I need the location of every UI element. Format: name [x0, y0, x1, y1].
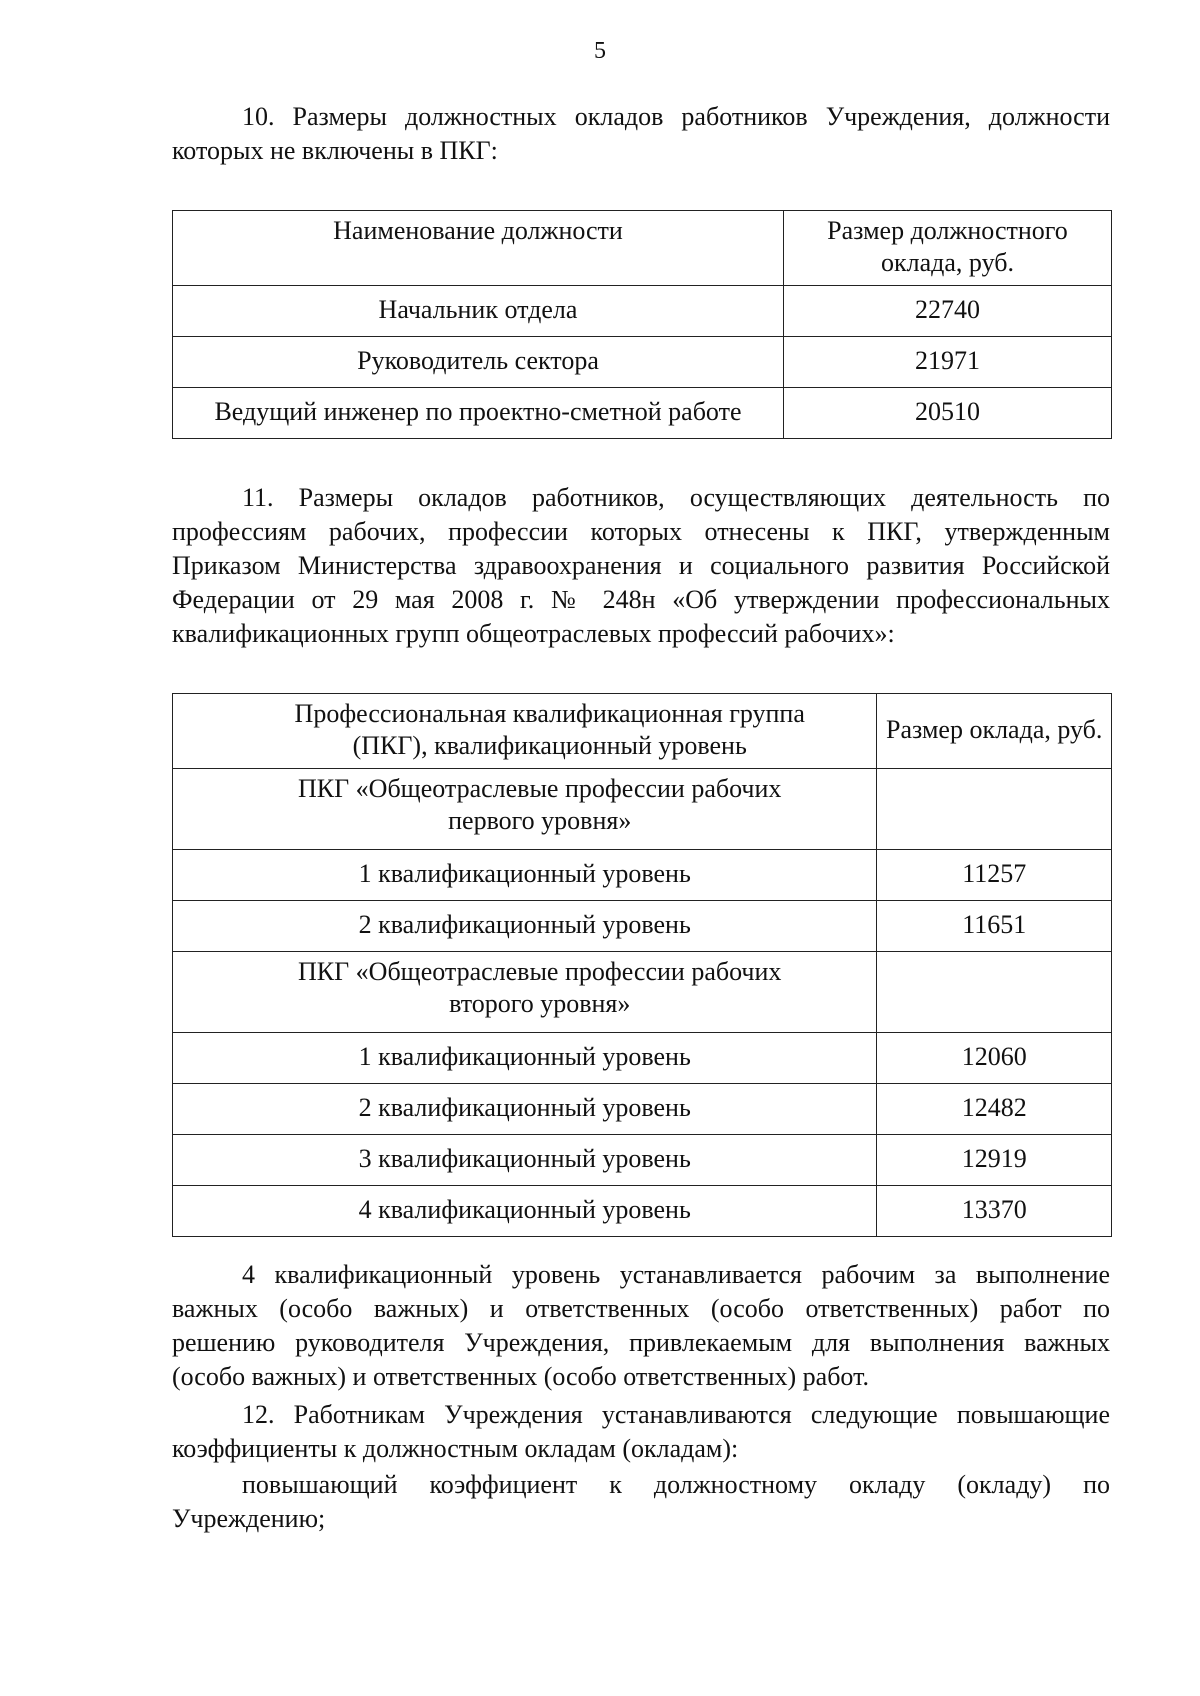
section-11-line-4: Федерации от 29 мая 2008 г. № 248н «Об утверждении профессиональных: [172, 585, 1110, 614]
salary-cell: 13370: [877, 1186, 1112, 1237]
position-cell: Начальник отдела: [173, 286, 784, 337]
header-position-name: Наименование должности: [173, 211, 784, 286]
level-4-note-line-4: (особо важных) и ответственных (особо ответственных) работ.: [172, 1362, 869, 1391]
section-11-paragraph: [172, 481, 1110, 651]
salary-cell: [877, 952, 1112, 1033]
level-cell: 1 квалификационный уровень: [173, 850, 877, 901]
table-row: [173, 337, 1112, 388]
level-4-note-paragraph: [172, 1258, 1110, 1394]
level-cell: 2 квалификационный уровень: [173, 901, 877, 952]
header-qualification-group: Профессиональная квалификационная группа (ПКГ), квалификационный уровень: [173, 694, 877, 769]
position-salary-table: [172, 210, 1112, 439]
table-row: [173, 1186, 1112, 1237]
coefficient-item-line-2: Учреждению;: [172, 1504, 326, 1533]
salary-cell: 12060: [877, 1033, 1112, 1084]
section-11-line-2: профессиям рабочих, профессии которых отнесены к ПКГ, утвержденным: [172, 517, 1110, 546]
section-12-line-2: коэффициенты к должностным окладам (окладам):: [172, 1434, 739, 1463]
salary-cell: 11257: [877, 850, 1112, 901]
section-10-paragraph: [172, 100, 1110, 168]
section-10-line-2: которых не включены в ПКГ:: [172, 136, 498, 165]
section-12-line-1: 12. Работникам Учреждения устанавливаются следующие повышающие: [242, 1400, 1110, 1429]
table-row: [173, 286, 1112, 337]
salary-cell: 12482: [877, 1084, 1112, 1135]
group-title-cell: ПКГ «Общеотраслевые профессии рабочих первого уровня»: [173, 769, 877, 850]
salary-cell: 12919: [877, 1135, 1112, 1186]
group-title-cell: ПКГ «Общеотраслевые профессии рабочих второго уровня»: [173, 952, 877, 1033]
salary-cell: 11651: [877, 901, 1112, 952]
table-row: [173, 850, 1112, 901]
table-header-row: [173, 211, 1112, 286]
salary-cell: 20510: [783, 388, 1111, 439]
salary-cell: 21971: [783, 337, 1111, 388]
level-cell: 1 квалификационный уровень: [173, 1033, 877, 1084]
table-row: [173, 1033, 1112, 1084]
table-header-row: [173, 694, 1112, 769]
section-12-paragraph: [172, 1398, 1110, 1466]
level-4-note-line-3: решению руководителя Учреждения, привлекаемым для выполнения важных: [172, 1328, 1110, 1357]
coefficient-item-line-1: повышающий коэффициент к должностному окладу (окладу) по: [242, 1470, 1110, 1499]
table-row: [173, 1135, 1112, 1186]
level-4-note-line-1: 4 квалификационный уровень устанавливается рабочим за выполнение: [242, 1260, 1110, 1289]
table-row: [173, 952, 1112, 1033]
section-11-line-3: Приказом Министерства здравоохранения и социального развития Российской: [172, 551, 1110, 580]
page-number: 5: [594, 38, 606, 64]
section-10-line-1: 10. Размеры должностных окладов работников Учреждения, должности: [242, 102, 1110, 131]
level-cell: 2 квалификационный уровень: [173, 1084, 877, 1135]
coefficient-item-paragraph: [172, 1468, 1110, 1536]
salary-cell: [877, 769, 1112, 850]
salary-cell: 22740: [783, 286, 1111, 337]
table-row: [173, 901, 1112, 952]
level-cell: 4 квалификационный уровень: [173, 1186, 877, 1237]
level-cell: 3 квалификационный уровень: [173, 1135, 877, 1186]
table-row: [173, 1084, 1112, 1135]
header-salary-size: Размер должностного оклада, руб.: [783, 211, 1111, 286]
position-cell: Ведущий инженер по проектно-сметной работе: [173, 388, 784, 439]
level-4-note-line-2: важных (особо важных) и ответственных (особо ответственных) работ по: [172, 1294, 1110, 1323]
position-cell: Руководитель сектора: [173, 337, 784, 388]
section-11-line-5: квалификационных групп общеотраслевых профессий рабочих»:: [172, 619, 895, 648]
table-row: [173, 388, 1112, 439]
qualification-group-table: [172, 693, 1112, 1237]
table-row: [173, 769, 1112, 850]
section-11-line-1: 11. Размеры окладов работников, осуществляющих деятельность по: [242, 483, 1110, 512]
header-salary-size: Размер оклада, руб.: [877, 694, 1112, 769]
